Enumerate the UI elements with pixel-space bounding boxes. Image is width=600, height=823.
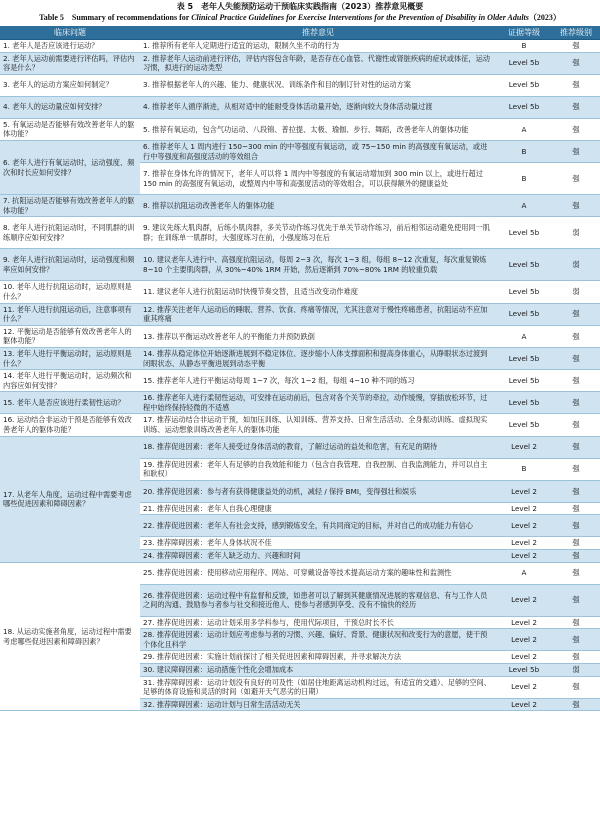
recommendation-cell: 29. 推荐促进因素：实施计划前探讨了相关促进因素和障碍因素，并寻求解决方法 — [140, 651, 496, 664]
clinical-question-cell: 17. 从老年人角度，运动过程中需要考虑哪些促进因素和障碍因素？ — [0, 436, 140, 562]
table-row — [0, 40, 600, 53]
recommendations-table — [0, 26, 600, 711]
recommendation-grade-cell: 强 — [552, 40, 600, 53]
table-row — [0, 303, 600, 325]
recommendation-grade-cell: 强 — [552, 195, 600, 217]
recommendation-grade-cell: 强 — [552, 163, 600, 195]
table-header-row — [0, 26, 600, 40]
caption-english-suffix: （2023） — [528, 13, 561, 22]
header-recommendation: 推荐意见 — [140, 26, 496, 40]
evidence-level-cell: Level 5b — [496, 664, 552, 677]
table-row — [0, 217, 600, 249]
evidence-level-cell: Level 5b — [496, 303, 552, 325]
table-row — [0, 436, 600, 458]
recommendation-cell: 31. 推荐障碍因素：运动计划没有良好的可及性（如居住地距离运动机构过远，有适宜的交通）、足够的空间、足够的体育设施和灵活的时间（如避开天气恶劣的日期） — [140, 676, 496, 698]
recommendation-grade-cell: 强 — [552, 436, 600, 458]
table-row — [0, 281, 600, 303]
table-row — [0, 96, 600, 118]
table-row — [0, 562, 600, 584]
recommendation-grade-cell: 强 — [552, 392, 600, 414]
clinical-question-cell: 5. 有氧运动是否能够有效改善老年人的躯体功能？ — [0, 118, 140, 140]
recommendation-grade-cell: 强 — [552, 52, 600, 74]
recommendation-cell: 23. 推荐障碍因素：老年人身体状况不佳 — [140, 537, 496, 550]
evidence-level-cell: Level 2 — [496, 616, 552, 629]
table-row — [0, 52, 600, 74]
recommendation-cell: 11. 建议老年人进行抗阻运动时快慢节奏交替，且适当改变动作难度 — [140, 281, 496, 303]
evidence-level-cell: Level 5b — [496, 52, 552, 74]
table-row — [0, 118, 600, 140]
table-row — [0, 195, 600, 217]
table-row — [0, 392, 600, 414]
recommendation-cell: 16. 推荐老年人进行柔韧性运动，可安排在运动前后，包含对各个关节的牵拉，动作缓慢，穿插放松环节，过程中始终保持轻微的不适感 — [140, 392, 496, 414]
caption-english-title: Clinical Practice Guidelines for Exercise Interventions for the Prevention of Disability in Older Adults — [191, 13, 529, 22]
recommendation-cell: 24. 推荐障碍因素：老年人缺乏动力、兴趣和时间 — [140, 550, 496, 563]
evidence-level-cell: B — [496, 140, 552, 162]
recommendation-cell: 8. 推荐以抗阻运动改善老年人的躯体功能 — [140, 195, 496, 217]
evidence-level-cell: A — [496, 325, 552, 347]
recommendation-cell: 28. 推荐促进因素：运动计划应考虑参与者的习惯、兴趣、偏好、背景、健康状况和改变行为的意愿，使干预个体化且科学 — [140, 629, 496, 651]
clinical-question-cell: 15. 老年人是否应该进行柔韧性运动？ — [0, 392, 140, 414]
recommendation-cell: 17. 推荐运动结合非运动干预，如加压训练、认知训练、营养支持、日常生活活动、全身振动训练、虚拟现实训练、运动想象训练改善老年人的躯体功能 — [140, 414, 496, 436]
recommendation-cell: 9. 建议先练大肌肉群，后练小肌肉群，多关节动作练习优先于单关节动作练习，前后相邻运动避免使用同一肌群；在训练单一肌群时，大强度练习在前，小强度练习在后 — [140, 217, 496, 249]
evidence-level-cell: Level 2 — [496, 515, 552, 537]
evidence-level-cell: Level 2 — [496, 537, 552, 550]
recommendation-grade-cell: 强 — [552, 651, 600, 664]
recommendation-grade-cell: 强 — [552, 118, 600, 140]
clinical-question-cell: 12. 平衡运动是否能够有效改善老年人的躯体功能？ — [0, 325, 140, 347]
evidence-level-cell: B — [496, 163, 552, 195]
recommendation-grade-cell: 强 — [552, 584, 600, 616]
evidence-level-cell: Level 2 — [496, 629, 552, 651]
recommendation-grade-cell: 强 — [552, 616, 600, 629]
recommendation-cell: 13. 推荐以平衡运动改善老年人的平衡能力并预防跌倒 — [140, 325, 496, 347]
header-evidence-level: 证据等级 — [496, 26, 552, 40]
evidence-level-cell: A — [496, 118, 552, 140]
recommendation-grade-cell: 弱 — [552, 281, 600, 303]
evidence-level-cell: Level 2 — [496, 550, 552, 563]
recommendation-cell: 5. 推荐有氧运动，包含气功运动、八段锦、普拉提、太极、瑜伽、步行、舞蹈，改善老年人的躯体功能 — [140, 118, 496, 140]
recommendation-cell: 12. 推荐关注老年人运动后的睡眠、营养、饮食、疼痛等情况，尤其注意对于慢性疼痛患者，抗阻运动不应加重其疼痛 — [140, 303, 496, 325]
table-row — [0, 140, 600, 162]
recommendation-cell: 18. 推荐促进因素：老年人接受过身体活动的教育，了解过运动的益处和危害，有充足的期待 — [140, 436, 496, 458]
clinical-question-cell: 14. 老年人进行平衡运动时，运动频次和内容应如何安排？ — [0, 370, 140, 392]
clinical-question-cell: 2. 老年人运动前需要进行评估吗，评估内容是什么？ — [0, 52, 140, 74]
table-row — [0, 325, 600, 347]
clinical-question-cell: 7. 抗阻运动是否能够有效改善老年人的躯体功能？ — [0, 195, 140, 217]
evidence-level-cell: Level 5b — [496, 249, 552, 281]
header-recommendation-grade: 推荐级别 — [552, 26, 600, 40]
recommendation-grade-cell: 强 — [552, 502, 600, 515]
recommendation-grade-cell: 强 — [552, 550, 600, 563]
recommendation-grade-cell: 强 — [552, 140, 600, 162]
clinical-question-cell: 11. 老年人进行抗阻运动后，注意事项有什么？ — [0, 303, 140, 325]
recommendation-grade-cell: 强 — [552, 347, 600, 369]
evidence-level-cell: Level 2 — [496, 480, 552, 502]
evidence-level-cell: Level 5b — [496, 281, 552, 303]
evidence-level-cell: Level 5b — [496, 217, 552, 249]
recommendation-cell: 20. 推荐促进因素：参与者有获得健康益处的动机，减轻 / 保持 BMI，变得强壮和娱乐 — [140, 480, 496, 502]
evidence-level-cell: Level 5b — [496, 370, 552, 392]
clinical-question-cell: 16. 运动结合非运动干预是否能够有效改善老年人的躯体功能？ — [0, 414, 140, 436]
clinical-question-cell: 18. 从运动实施者角度，运动过程中需要考虑哪些促进因素和障碍因素？ — [0, 562, 140, 711]
recommendation-grade-cell: 强 — [552, 74, 600, 96]
recommendation-grade-cell: 强 — [552, 303, 600, 325]
evidence-level-cell: B — [496, 458, 552, 480]
recommendation-cell: 19. 推荐促进因素：老年人有足够的自我效能和能力（包含自我管理、自我控制、自我监测能力，并可以自主和耿权） — [140, 458, 496, 480]
recommendation-grade-cell: 强 — [552, 480, 600, 502]
evidence-level-cell: Level 5b — [496, 347, 552, 369]
clinical-question-cell: 13. 老年人进行平衡运动时，运动原则是什么？ — [0, 347, 140, 369]
table-body — [0, 40, 600, 711]
evidence-level-cell: Level 2 — [496, 436, 552, 458]
clinical-question-cell: 6. 老年人进行有氧运动时，运动强度、频次和时长应如何安排？ — [0, 140, 140, 194]
recommendation-cell: 2. 推荐老年人运动前进行评估，评估内容包含年龄，是否存在心血管、代谢性或肾脏疾病的症状或体征，运动习惯，拟进行的运动类型 — [140, 52, 496, 74]
recommendation-grade-cell: 弱 — [552, 217, 600, 249]
evidence-level-cell: Level 5b — [496, 392, 552, 414]
table-row — [0, 414, 600, 436]
table-row — [0, 347, 600, 369]
table-row — [0, 249, 600, 281]
recommendation-grade-cell: 强 — [552, 515, 600, 537]
recommendation-cell: 10. 建议老年人进行中、高强度抗阻运动，每周 2~3 次，每次 1~3 组，每组 8~12 次重复，每次重复锻炼 8~10 个主要肌肉群，从 30%~40% 1RM 开始，然后逐渐到 70%~80% 1RM 的较重负载 — [140, 249, 496, 281]
recommendation-cell: 6. 推荐老年人 1 周内进行 150~300 min 的中等强度有氧运动，或 75~150 min 的高强度有氧运动，或进行中等强度和高强度活动的等效组合 — [140, 140, 496, 162]
evidence-level-cell: Level 2 — [496, 651, 552, 664]
recommendation-cell: 7. 推荐在身体允许的情况下，老年人可以将 1 周内中等强度的有氧运动增加到 300 min 以上，或进行超过 150 min 的高强度有氧运动，或整周内中等和高强度活动的等效组合，可以获得额外的健康益处 — [140, 163, 496, 195]
recommendation-grade-cell: 强 — [552, 676, 600, 698]
evidence-level-cell: A — [496, 195, 552, 217]
recommendation-cell: 14. 推荐从稳定体位开始逐渐进展到不稳定体位、逐步缩小人体支撑面积和提高身体重心，从睁眼状态过渡到闭眼状态、从静态平衡进展到动态平衡 — [140, 347, 496, 369]
clinical-question-cell: 4. 老年人的运动量应如何安排？ — [0, 96, 140, 118]
caption-english — [0, 12, 600, 23]
recommendation-cell: 30. 建议障碍因素：运动措施个性化会增加成本 — [140, 664, 496, 677]
recommendation-cell: 3. 推荐根据老年人的兴趣、能力、健康状况、训练条件和目的制订针对性的运动方案 — [140, 74, 496, 96]
clinical-question-cell: 9. 老年人进行抗阻运动时，运动强度和频率应如何安排？ — [0, 249, 140, 281]
recommendation-grade-cell: 强 — [552, 458, 600, 480]
clinical-question-cell: 1. 老年人是否应该进行运动？ — [0, 40, 140, 53]
evidence-level-cell: B — [496, 40, 552, 53]
caption-english-prefix: Table 5 Summary of recommendations for — [39, 13, 192, 22]
recommendation-cell: 26. 推荐促进因素：运动过程中有监督和反馈，如患者可以了解到其健康情况进展的客观信息、有与工作人员之间的沟通、鼓励参与者参与社交和接近他人、使参与者感到享受、没有不愉快的经历 — [140, 584, 496, 616]
clinical-question-cell: 8. 老年人进行抗阻运动时，不同肌群的训练顺序应如何安排？ — [0, 217, 140, 249]
recommendation-cell: 1. 推荐所有老年人定期进行适宜的运动，限制久坐不动的行为 — [140, 40, 496, 53]
evidence-level-cell: Level 5b — [496, 414, 552, 436]
recommendation-grade-cell: 强 — [552, 562, 600, 584]
recommendation-grade-cell: 强 — [552, 414, 600, 436]
recommendation-grade-cell: 弱 — [552, 664, 600, 677]
evidence-level-cell: Level 2 — [496, 698, 552, 711]
evidence-level-cell: Level 2 — [496, 584, 552, 616]
table-row — [0, 74, 600, 96]
evidence-level-cell: A — [496, 562, 552, 584]
recommendation-cell: 21. 推荐促进因素：老年人自我心理健康 — [140, 502, 496, 515]
recommendation-grade-cell: 强 — [552, 537, 600, 550]
recommendation-cell: 32. 推荐障碍因素：运动计划与日常生活活动无关 — [140, 698, 496, 711]
recommendation-cell: 22. 推荐促进因素：老年人有社会支持，感到锻炼安全，有共同商定的目标，并对自己的成功能力有信心 — [140, 515, 496, 537]
header-clinical-question: 临床问题 — [0, 26, 140, 40]
recommendation-grade-cell: 强 — [552, 370, 600, 392]
recommendation-grade-cell: 强 — [552, 629, 600, 651]
caption-chinese: 表 5 老年人失能预防运动干预临床实践指南（2023）推荐意见概要 — [176, 2, 424, 11]
recommendation-grade-cell: 强 — [552, 698, 600, 711]
evidence-level-cell: Level 5b — [496, 74, 552, 96]
table-row — [0, 370, 600, 392]
evidence-level-cell: Level 5b — [496, 96, 552, 118]
evidence-level-cell: Level 2 — [496, 676, 552, 698]
recommendation-cell: 4. 推荐老年人循序渐进，从相对适中的能耐受身体活动量开始，逐渐向较大身体活动量过渡 — [140, 96, 496, 118]
recommendation-grade-cell: 强 — [552, 325, 600, 347]
recommendation-grade-cell: 弱 — [552, 249, 600, 281]
recommendation-cell: 25. 推荐促进因素：使用移动应用程序、网站、可穿戴设备等技术提高运动方案的趣味性和监测性 — [140, 562, 496, 584]
evidence-level-cell: Level 2 — [496, 502, 552, 515]
recommendation-cell: 15. 推荐老年人进行平衡运动每周 1~7 次，每次 1~2 组，每组 4~10 种不同的练习 — [140, 370, 496, 392]
recommendation-grade-cell: 强 — [552, 96, 600, 118]
table-caption — [0, 0, 600, 24]
clinical-question-cell: 3. 老年人的运动方案应如何制定？ — [0, 74, 140, 96]
recommendation-cell: 27. 推荐促进因素：运动计划采用多学科参与，使用代际项目，干预总时长不长 — [140, 616, 496, 629]
clinical-question-cell: 10. 老年人进行抗阻运动时，运动原则是什么？ — [0, 281, 140, 303]
